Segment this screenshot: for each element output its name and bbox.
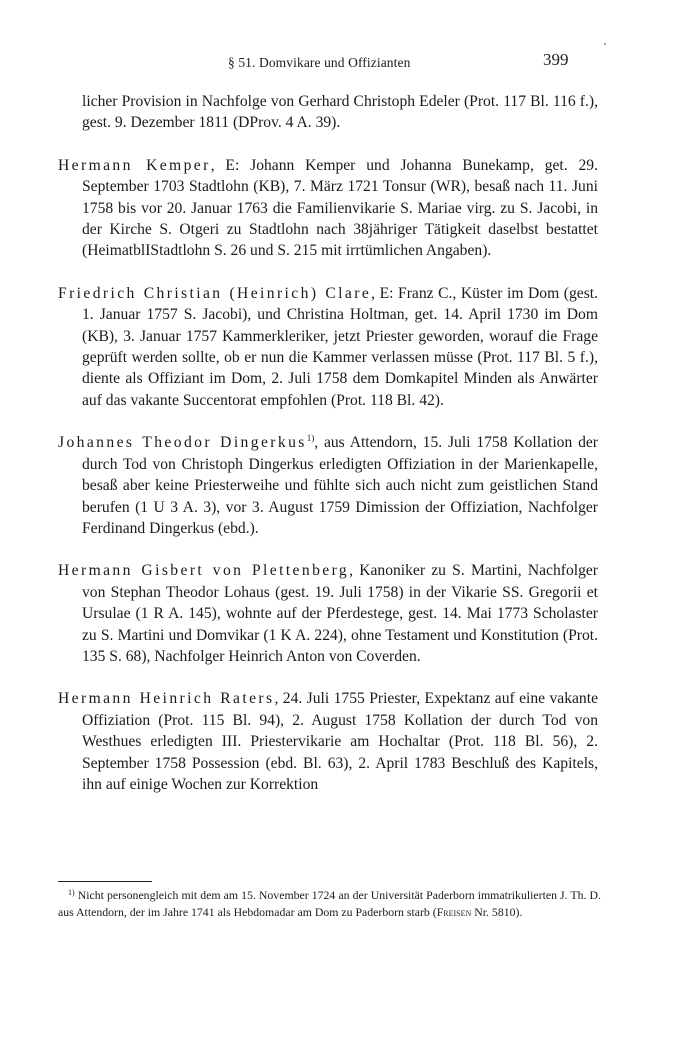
- footnote-text: Nicht personengleich mit dem am 15. November 1724 an der Universität Paderborn immatrikulierten J. Th. D. aus Attendorn, der im Jahre 1741 als Hebdomadar am Dom zu Paderborn starb (: [58, 888, 601, 919]
- entry-kemper: [58, 155, 598, 262]
- entry-text: licher Provision in Nachfolge von Gerhard Christoph Edeler (Prot. 117 Bl. 116 f.), gest. 9. Dezember 1811 (DProv. 4 A. 39).: [82, 93, 598, 132]
- body-text: [58, 91, 598, 816]
- entry-name: Friedrich Christian (Heinrich) Clare: [58, 284, 372, 302]
- footnote: [58, 887, 601, 920]
- entry-name: Hermann Gisbert von Plettenberg: [58, 562, 350, 580]
- footnote-author: Freisen: [436, 904, 472, 919]
- footnote-divider: [58, 881, 152, 882]
- entry-name: Hermann Kemper: [58, 156, 211, 174]
- running-head: § 51. Domvikare und Offizianten: [228, 55, 411, 70]
- entry-dingerkus: [58, 432, 598, 539]
- entry-clare: [58, 283, 598, 411]
- entry-text: , E: Johann Kemper und Johanna Bunekamp, get. 29. September 1703 Stadtlohn (KB), 7. März 1721 Tonsur (WR), besaß nach 11. Juni 1758 bis vor 20. Januar 1763 die Familienvikarie S. Mariae virg. zu S. Jacobi, in der Kirche S. Otgeri zu Stadtlohn nach 38jähriger Tätigkeit daselbst bestattet (HeimatblIStadtlohn S. 26 und S. 215 mit irrtümlichen Angaben).: [82, 156, 598, 260]
- page-number: 399: [543, 50, 569, 69]
- entry-raters: [58, 688, 598, 795]
- entry-text: , E: Franz C., Küster im Dom (gest. 1. Januar 1757 S. Jacobi), und Christina Holtman, get. 14. April 1730 im Dom (KB), 3. Januar 1757 Kammerkleriker, jetzt Priester geworden, worauf die Frage geprüft werden sollte, ob er nun die Kammer verlassen müsse (Prot. 117 Bl. 5 f.), diente als Offiziant im Dom, 2. Juli 1758 dem Domkapitel Minden als Anwärter auf das vakante Succentorat empfohlen (Prot. 118 Bl. 42).: [82, 284, 598, 409]
- footnote-text-end: Nr. 5810).: [471, 904, 523, 919]
- entry-text: , 24. Juli 1755 Priester, Expektanz auf eine vakante Offiziation (Prot. 115 Bl. 94), 2. August 1758 Kollation der durch Tod von Westhues erledigten III. Priestervikarie am Hochaltar (Prot. 118 Bl. 56), 2. September 1758 Possession (ebd. Bl. 63), 2. April 1783 Beschluß des Kapitels, ihn auf einige Wochen zur Korrektion: [82, 690, 598, 793]
- entry-plettenberg: [58, 560, 598, 667]
- entry-text: , aus Attendorn, 15. Juli 1758 Kollation der durch Tod von Christoph Dingerkus erledigten Offiziation in der Marienkapelle, besaß aber keine Priesterweihe und fühlte sich auch nicht zum geistlichen Stand berufen (1 U 3 A. 3), vor 3. August 1759 Dimission der Offiziation, Nachfolger Ferdinand Dingerkus (ebd.).: [82, 434, 598, 537]
- footnote-reference: 1): [306, 433, 315, 444]
- entry-text: , Kanoniker zu S. Martini, Nachfolger von Stephan Theodor Lohaus (gest. 19. Juli 1758) in der Vikarie SS. Gregorii et Ursulae (1 R A. 145), wohnte auf der Pferdestege, gest. 14. Mai 1773 Scholaster zu S. Martini und Domvikar (1 K A. 224), ohne Testament und Konstitution (Prot. 135 S. 68), Nachfolger Heinrich Anton von Coverden.: [82, 562, 598, 665]
- corner-mark: [604, 43, 606, 45]
- footnote-mark: 1): [68, 888, 75, 897]
- entry-name: Johannes Theodor Dingerkus: [58, 434, 307, 452]
- entry-name: Hermann Heinrich Raters: [58, 690, 275, 708]
- entry-continuation: [58, 91, 598, 134]
